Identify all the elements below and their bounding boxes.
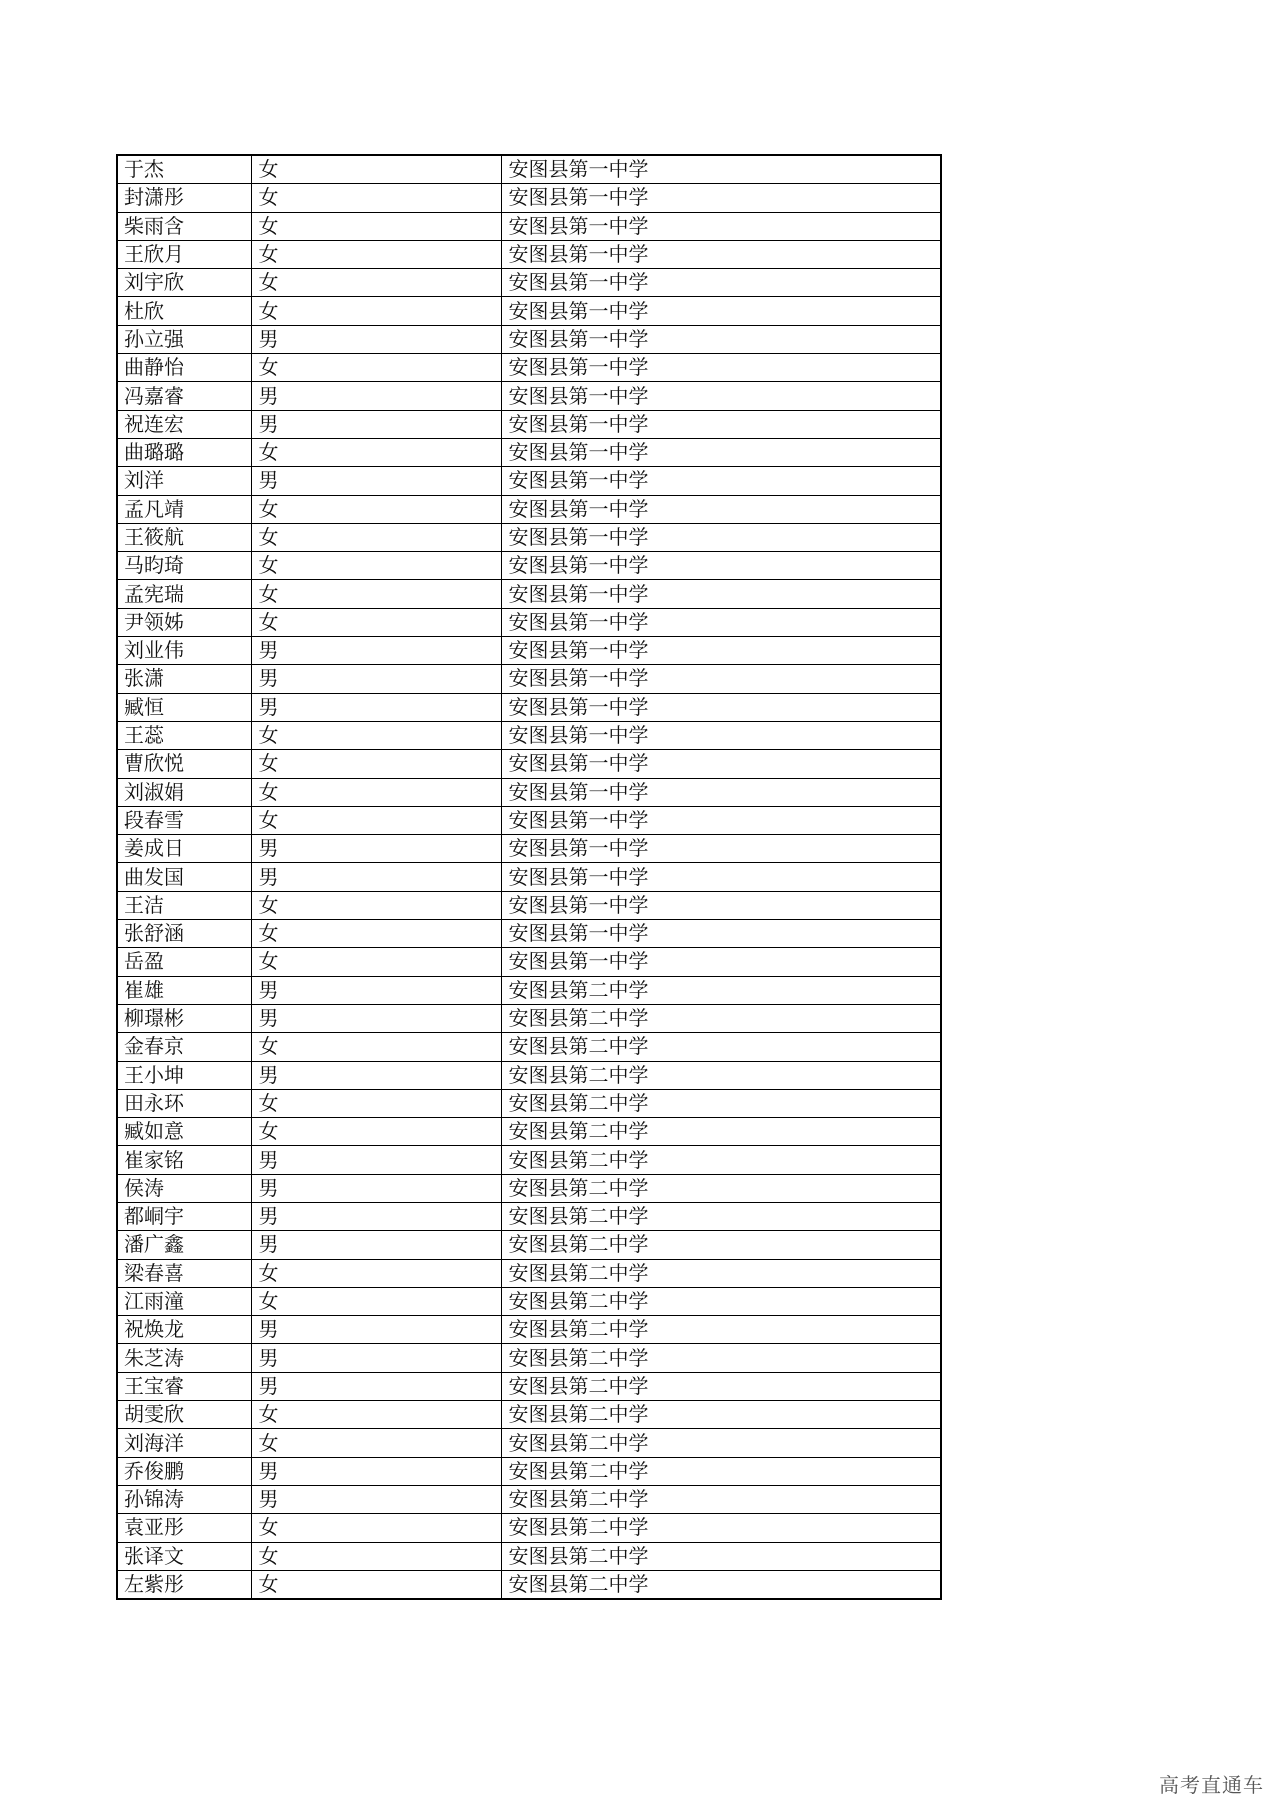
gender-cell: 女 [251,1514,501,1542]
school-cell: 安图县第二中学 [501,1344,941,1372]
student-name-cell: 都峒宇 [117,1202,251,1230]
student-name-cell: 姜成日 [117,835,251,863]
gender-cell: 女 [251,1570,501,1599]
table-row [117,1202,941,1230]
student-name-cell: 王小坤 [117,1061,251,1089]
school-cell: 安图县第一中学 [501,467,941,495]
gender-cell: 女 [251,1401,501,1429]
table-row [117,1372,941,1400]
gender-cell: 女 [251,354,501,382]
student-name-cell: 马昀琦 [117,552,251,580]
table-row [117,1429,941,1457]
gender-cell: 女 [251,750,501,778]
gender-cell: 女 [251,155,501,184]
student-name-cell: 柴雨含 [117,212,251,240]
table-row [117,835,941,863]
student-name-cell: 王筱航 [117,523,251,551]
table-row [117,1004,941,1032]
table-row [117,495,941,523]
gender-cell: 女 [251,269,501,297]
school-cell: 安图县第二中学 [501,1316,941,1344]
gender-cell: 男 [251,325,501,353]
table-row [117,1231,941,1259]
table-row [117,1033,941,1061]
gender-cell: 女 [251,1429,501,1457]
gender-cell: 女 [251,184,501,212]
student-name-cell: 段春雪 [117,806,251,834]
school-cell: 安图县第二中学 [501,1118,941,1146]
table-row [117,269,941,297]
school-cell: 安图县第二中学 [501,1514,941,1542]
roster-body [117,155,941,1599]
school-cell: 安图县第一中学 [501,721,941,749]
student-name-cell: 王蕊 [117,721,251,749]
school-cell: 安图县第二中学 [501,1202,941,1230]
gender-cell: 女 [251,1089,501,1117]
student-name-cell: 朱芝涛 [117,1344,251,1372]
table-row [117,240,941,268]
school-cell: 安图县第一中学 [501,438,941,466]
student-name-cell: 杜欣 [117,297,251,325]
student-name-cell: 冯嘉睿 [117,382,251,410]
gender-cell: 女 [251,523,501,551]
student-name-cell: 崔家铭 [117,1146,251,1174]
gender-cell: 男 [251,467,501,495]
school-cell: 安图县第一中学 [501,297,941,325]
student-name-cell: 曲发国 [117,863,251,891]
table-row [117,1061,941,1089]
gender-cell: 女 [251,1259,501,1287]
student-name-cell: 柳璟彬 [117,1004,251,1032]
school-cell: 安图县第二中学 [501,1542,941,1570]
table-row [117,438,941,466]
table-row [117,976,941,1004]
student-name-cell: 曲静怡 [117,354,251,382]
gender-cell: 男 [251,1061,501,1089]
student-name-cell: 刘海洋 [117,1429,251,1457]
gender-cell: 女 [251,920,501,948]
student-name-cell: 孟凡靖 [117,495,251,523]
school-cell: 安图县第一中学 [501,665,941,693]
student-name-cell: 王宝睿 [117,1372,251,1400]
school-cell: 安图县第一中学 [501,155,941,184]
gender-cell: 男 [251,382,501,410]
table-row [117,1118,941,1146]
table-row [117,1514,941,1542]
student-name-cell: 孙立强 [117,325,251,353]
school-cell: 安图县第一中学 [501,835,941,863]
school-cell: 安图县第二中学 [501,1485,941,1513]
table-row [117,467,941,495]
school-cell: 安图县第一中学 [501,948,941,976]
school-cell: 安图县第二中学 [501,1372,941,1400]
table-row [117,948,941,976]
table-row [117,637,941,665]
school-cell: 安图县第二中学 [501,1174,941,1202]
gender-cell: 男 [251,976,501,1004]
table-row [117,1344,941,1372]
student-name-cell: 刘业伟 [117,637,251,665]
table-row [117,297,941,325]
student-name-cell: 尹领姊 [117,608,251,636]
student-name-cell: 封潇彤 [117,184,251,212]
student-name-cell: 张潇 [117,665,251,693]
gender-cell: 男 [251,1231,501,1259]
table-row [117,920,941,948]
school-cell: 安图县第二中学 [501,1259,941,1287]
student-name-cell: 侯涛 [117,1174,251,1202]
student-name-cell: 胡雯欣 [117,1401,251,1429]
school-cell: 安图县第二中学 [501,1146,941,1174]
gender-cell: 女 [251,608,501,636]
gender-cell: 女 [251,1542,501,1570]
student-name-cell: 张译文 [117,1542,251,1570]
student-name-cell: 曹欣悦 [117,750,251,778]
gender-cell: 女 [251,891,501,919]
gender-cell: 女 [251,495,501,523]
school-cell: 安图县第一中学 [501,410,941,438]
gender-cell: 男 [251,410,501,438]
student-name-cell: 刘洋 [117,467,251,495]
school-cell: 安图县第一中学 [501,354,941,382]
school-cell: 安图县第一中学 [501,637,941,665]
school-cell: 安图县第一中学 [501,240,941,268]
table-row [117,891,941,919]
student-name-cell: 江雨潼 [117,1287,251,1315]
school-cell: 安图县第二中学 [501,1004,941,1032]
gender-cell: 女 [251,240,501,268]
gender-cell: 女 [251,438,501,466]
student-name-cell: 臧恒 [117,693,251,721]
student-name-cell: 于杰 [117,155,251,184]
table-row [117,750,941,778]
student-name-cell: 刘宇欣 [117,269,251,297]
table-row [117,778,941,806]
school-cell: 安图县第一中学 [501,806,941,834]
table-row [117,1316,941,1344]
school-cell: 安图县第一中学 [501,325,941,353]
gender-cell: 女 [251,212,501,240]
school-cell: 安图县第二中学 [501,1033,941,1061]
student-name-cell: 臧如意 [117,1118,251,1146]
gender-cell: 男 [251,1202,501,1230]
gender-cell: 男 [251,1146,501,1174]
table-row [117,1570,941,1599]
table-row [117,1287,941,1315]
table-row [117,1089,941,1117]
school-cell: 安图县第一中学 [501,184,941,212]
gender-cell: 男 [251,1316,501,1344]
school-cell: 安图县第一中学 [501,212,941,240]
gender-cell: 男 [251,637,501,665]
table-row [117,1485,941,1513]
table-row [117,1542,941,1570]
gender-cell: 男 [251,835,501,863]
table-row [117,721,941,749]
gender-cell: 女 [251,806,501,834]
gender-cell: 男 [251,665,501,693]
table-row [117,155,941,184]
table-row [117,608,941,636]
school-cell: 安图县第二中学 [501,1231,941,1259]
gender-cell: 男 [251,1174,501,1202]
school-cell: 安图县第一中学 [501,495,941,523]
student-name-cell: 祝连宏 [117,410,251,438]
student-name-cell: 袁亚彤 [117,1514,251,1542]
school-cell: 安图县第二中学 [501,1570,941,1599]
table-row [117,580,941,608]
table-row [117,1457,941,1485]
table-row [117,212,941,240]
student-name-cell: 孟宪瑞 [117,580,251,608]
table-row [117,863,941,891]
gender-cell: 男 [251,693,501,721]
gender-cell: 女 [251,297,501,325]
student-name-cell: 左紫彤 [117,1570,251,1599]
table-row [117,382,941,410]
student-name-cell: 乔俊鹏 [117,1457,251,1485]
table-row [117,523,941,551]
table-row [117,1259,941,1287]
gender-cell: 女 [251,552,501,580]
school-cell: 安图县第二中学 [501,1429,941,1457]
school-cell: 安图县第一中学 [501,552,941,580]
school-cell: 安图县第一中学 [501,693,941,721]
watermark-text: 高考直通车 [1159,1773,1264,1797]
student-roster-table [116,154,942,1600]
student-name-cell: 张舒涵 [117,920,251,948]
table-row [117,1174,941,1202]
school-cell: 安图县第二中学 [501,1089,941,1117]
school-cell: 安图县第二中学 [501,1401,941,1429]
gender-cell: 男 [251,1457,501,1485]
school-cell: 安图县第一中学 [501,778,941,806]
gender-cell: 女 [251,948,501,976]
table-row [117,1146,941,1174]
gender-cell: 男 [251,1344,501,1372]
student-name-cell: 金春京 [117,1033,251,1061]
student-name-cell: 曲璐璐 [117,438,251,466]
school-cell: 安图县第二中学 [501,976,941,1004]
table-row [117,354,941,382]
student-name-cell: 田永环 [117,1089,251,1117]
school-cell: 安图县第一中学 [501,269,941,297]
student-name-cell: 孙锦涛 [117,1485,251,1513]
table-row [117,806,941,834]
school-cell: 安图县第二中学 [501,1061,941,1089]
table-row [117,552,941,580]
student-name-cell: 王欣月 [117,240,251,268]
student-name-cell: 王洁 [117,891,251,919]
school-cell: 安图县第一中学 [501,863,941,891]
student-name-cell: 梁春喜 [117,1259,251,1287]
gender-cell: 男 [251,1485,501,1513]
table-row [117,410,941,438]
gender-cell: 女 [251,778,501,806]
gender-cell: 男 [251,1372,501,1400]
student-name-cell: 祝焕龙 [117,1316,251,1344]
student-name-cell: 岳盈 [117,948,251,976]
school-cell: 安图县第一中学 [501,920,941,948]
school-cell: 安图县第一中学 [501,608,941,636]
table-row [117,1401,941,1429]
gender-cell: 女 [251,721,501,749]
table-row [117,665,941,693]
gender-cell: 女 [251,1033,501,1061]
school-cell: 安图县第一中学 [501,523,941,551]
table-row [117,325,941,353]
gender-cell: 女 [251,1287,501,1315]
school-cell: 安图县第一中学 [501,750,941,778]
student-name-cell: 刘淑娟 [117,778,251,806]
student-name-cell: 潘广鑫 [117,1231,251,1259]
gender-cell: 男 [251,863,501,891]
table-row [117,693,941,721]
school-cell: 安图县第一中学 [501,580,941,608]
gender-cell: 女 [251,580,501,608]
gender-cell: 男 [251,1004,501,1032]
table-row [117,184,941,212]
school-cell: 安图县第一中学 [501,891,941,919]
school-cell: 安图县第二中学 [501,1287,941,1315]
school-cell: 安图县第一中学 [501,382,941,410]
gender-cell: 女 [251,1118,501,1146]
student-name-cell: 崔雄 [117,976,251,1004]
school-cell: 安图县第二中学 [501,1457,941,1485]
